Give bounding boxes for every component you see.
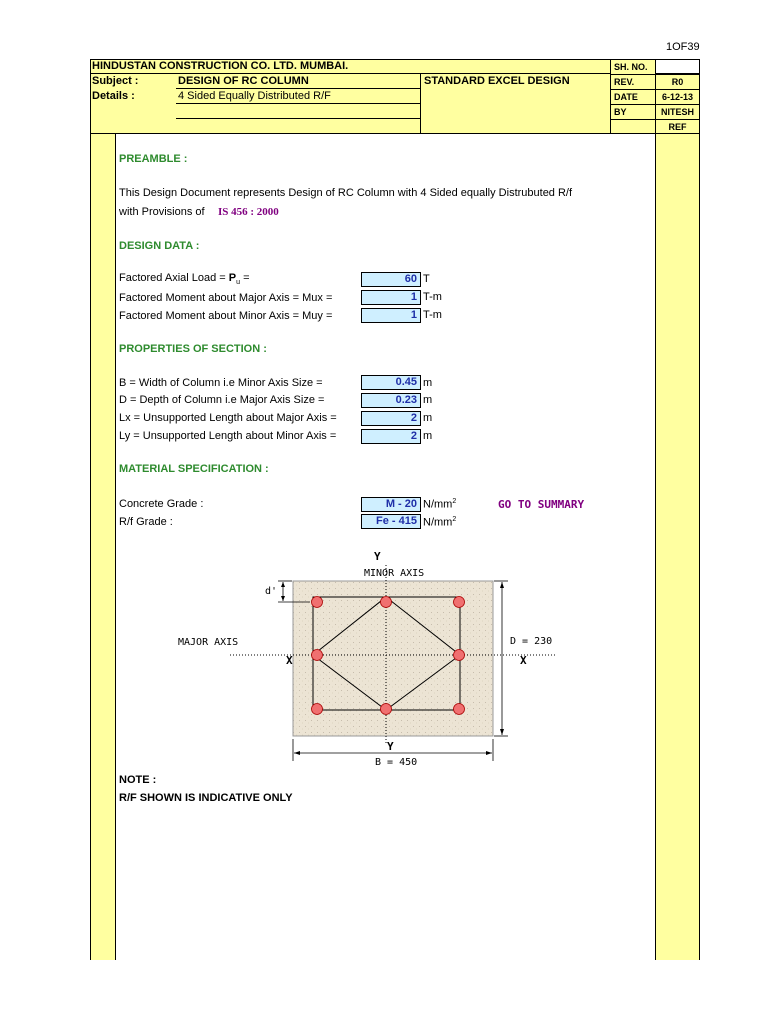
d-prime-label: d' — [265, 586, 278, 597]
ref-label: REF — [668, 122, 687, 132]
details-value: 4 Sided Equally Distributed R/F — [176, 89, 420, 104]
lx-unit: m — [423, 412, 433, 424]
x-axis-right-label: X — [520, 654, 527, 667]
concrete-grade-unit: $N/mm^2$ — [423, 498, 457, 511]
by-row-line — [610, 104, 700, 105]
width-dimension-label: B = 450 — [375, 757, 418, 768]
muy-input[interactable]: 1 — [361, 308, 421, 323]
design-data-heading: DESIGN DATA : — [119, 240, 200, 252]
rev-label: REV. — [614, 77, 635, 87]
concrete-grade-input[interactable]: M - 20 — [361, 497, 421, 512]
minor-axis-label: MINOR AXIS — [364, 568, 425, 579]
rebar — [454, 650, 465, 661]
depth-dimension-label: D = 230 — [510, 636, 553, 647]
right-ref-column — [655, 59, 700, 960]
mux-input[interactable]: 1 — [361, 290, 421, 305]
depth-label: D = Depth of Column i.e Major Axis Size = — [119, 394, 325, 406]
code-reference: IS 456 : 2000 — [218, 206, 279, 218]
rebar — [312, 597, 323, 608]
date-value: 6-12-13 — [661, 92, 694, 102]
by-label: BY — [614, 107, 627, 117]
company-name: HINDUSTAN CONSTRUCTION CO. LTD. MUMBAI. — [90, 59, 610, 74]
ref-row-line — [610, 119, 700, 120]
mux-label: Factored Moment about Major Axis = Mux = — [119, 292, 333, 304]
rebar — [312, 704, 323, 715]
date-label: DATE — [614, 92, 638, 102]
sh-no-value — [655, 59, 700, 74]
rebar — [381, 597, 392, 608]
header-divider — [420, 74, 421, 134]
depth-input[interactable]: 0.23 — [361, 393, 421, 408]
standard-design-label: STANDARD EXCEL DESIGN — [424, 75, 570, 87]
width-label: B = Width of Column i.e Minor Axis Size = — [119, 377, 323, 389]
material-heading: MATERIAL SPECIFICATION : — [119, 463, 269, 475]
lx-input[interactable]: 2 — [361, 411, 421, 426]
lx-label: Lx = Unsupported Length about Major Axis = — [119, 412, 337, 424]
depth-unit: m — [423, 394, 433, 406]
sh-no-label: SH. NO. — [614, 62, 648, 72]
date-row-line — [610, 89, 700, 90]
concrete-grade-label: Concrete Grade : — [119, 498, 204, 510]
ly-label: Ly = Unsupported Length about Minor Axis = — [119, 430, 337, 442]
muy-unit: T-m — [423, 309, 442, 321]
subject-label: Subject : — [92, 75, 139, 87]
y-axis-bottom-label: Y — [387, 740, 394, 753]
preamble-line-1: This Design Document represents Design of RC Column with 4 Sided equally Distrubuted R/f — [119, 187, 573, 199]
subject-value: DESIGN OF RC COLUMN — [176, 74, 420, 89]
rebar — [381, 704, 392, 715]
muy-label: Factored Moment about Minor Axis = Muy = — [119, 310, 333, 322]
note-heading: NOTE : — [119, 774, 157, 786]
mux-unit: T-m — [423, 291, 442, 303]
left-margin-column — [90, 59, 116, 960]
axial-load-label: Factored Axial Load = $P_u$ = — [119, 272, 250, 287]
rebar — [312, 650, 323, 661]
go-to-summary-link[interactable]: GO TO SUMMARY — [498, 498, 585, 511]
note-text: R/F SHOWN IS INDICATIVE ONLY — [119, 792, 293, 804]
rf-grade-input[interactable]: Fe - 415 — [361, 514, 421, 529]
column-section-diagram — [160, 545, 580, 775]
preamble-heading: PREAMBLE : — [119, 153, 188, 165]
rf-grade-label: R/f Grade : — [119, 516, 173, 528]
by-value: NITESH — [660, 107, 694, 117]
ly-input[interactable]: 2 — [361, 429, 421, 444]
page-number: 1OF39 — [666, 41, 700, 53]
ly-unit: m — [423, 430, 433, 442]
details-label: Details : — [92, 90, 135, 102]
axial-load-input[interactable]: 60 — [361, 272, 421, 287]
rf-grade-unit: $N/mm^2$ — [423, 516, 457, 529]
rev-value: R0 — [671, 77, 684, 87]
y-axis-top-label: Y — [374, 550, 381, 563]
section-heading: PROPERTIES OF SECTION : — [119, 343, 267, 355]
width-unit: m — [423, 377, 433, 389]
preamble-line-2: with Provisions of — [119, 206, 205, 218]
rebar — [454, 597, 465, 608]
rebar — [454, 704, 465, 715]
details-line-2 — [176, 118, 420, 119]
width-input[interactable]: 0.45 — [361, 375, 421, 390]
axial-load-unit: T — [423, 273, 430, 285]
x-axis-left-label: X — [286, 654, 293, 667]
rev-row-line — [610, 74, 700, 75]
major-axis-label: MAJOR AXIS — [178, 637, 239, 648]
